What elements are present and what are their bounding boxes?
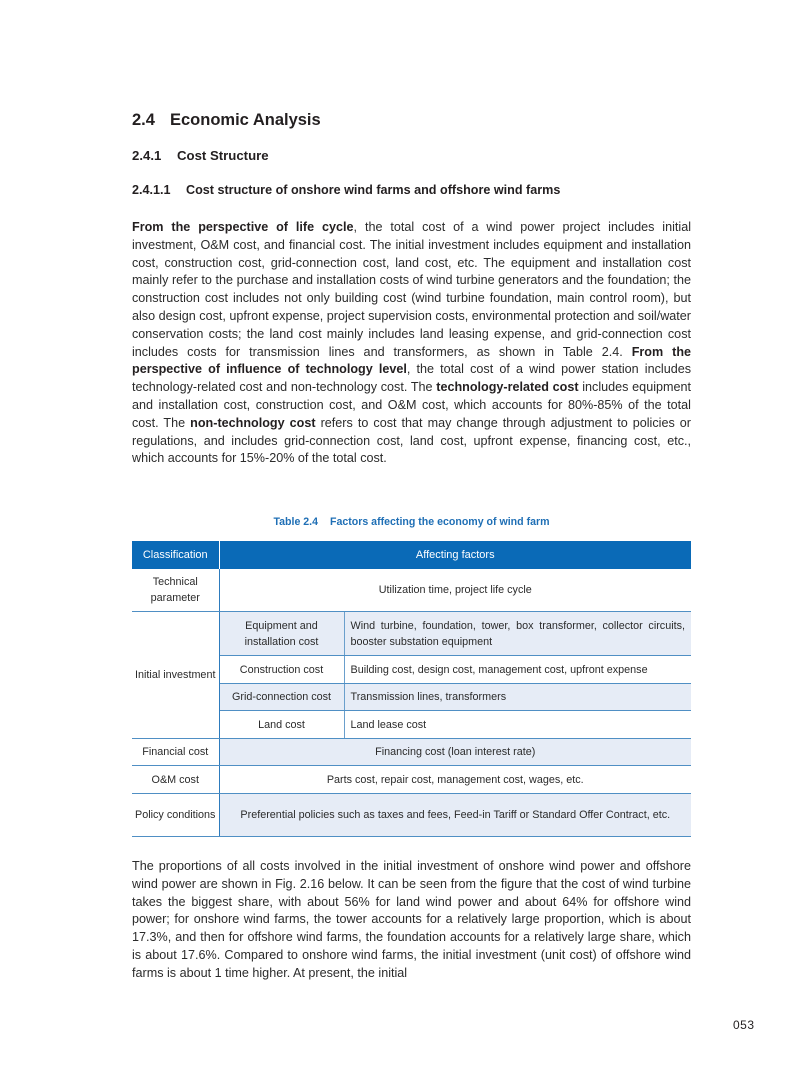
emphasis-technology-level: From the perspective of influence of technology level	[132, 344, 692, 377]
classification-cell: Policy conditions	[132, 794, 219, 837]
page-number: 053	[733, 1018, 755, 1032]
table-row	[132, 794, 691, 837]
subcategory-cell: Land cost	[219, 711, 344, 739]
subcategory-cell: Construction cost	[219, 656, 344, 684]
section-number: 2.4	[132, 111, 155, 129]
subsubsection-number: 2.4.1.1	[132, 183, 171, 197]
body-paragraph-initial-investment: The proportions of all costs involved in the initial investment of onshore wind power and offshore wind power are shown in Fig. 2.16 below. It can be seen from the figure that the cost of wind turbine takes the biggest share, with about 56% for land wind power and about 64% for offshore wind power; for onshore wind farms, the tower accounts for a relatively large proportion, which is about 17.3%, and then for offshore wind farms, the foundation accounts for a relatively large share, which is about 17.6%. Compared to onshore wind farms, the initial investment (unit cost) of offshore wind farms is about 1 time higher. At present, the initial	[132, 859, 691, 980]
classification-cell: Financial cost	[132, 739, 219, 766]
factors-cell: Land lease cost	[344, 711, 691, 739]
classification-cell: Technical parameter	[132, 569, 219, 612]
table-caption-title: Factors affecting the economy of wind farm	[329, 516, 550, 528]
table-caption-number: Table 2.4	[273, 516, 319, 528]
factors-cell: Parts cost, repair cost, management cost, wages, etc.	[219, 766, 691, 794]
factors-cell: Financing cost (loan interest rate)	[219, 739, 691, 766]
classification-cell: Initial investment	[132, 612, 219, 739]
emphasis-non-technology-cost: non-technology cost	[190, 415, 316, 430]
emphasis-life-cycle: From the perspective of life cycle	[132, 220, 354, 234]
header-affecting-factors: Affecting factors	[219, 541, 691, 569]
subcategory-cell: Equipment and installation cost	[219, 612, 344, 656]
table-row	[132, 569, 691, 612]
table-caption	[132, 516, 691, 528]
factors-cell: Preferential policies such as taxes and fees, Feed-in Tariff or Standard Offer Contract, etc.	[219, 794, 691, 837]
subsection-title: Cost Structure	[177, 148, 269, 163]
emphasis-technology-related-cost: technology-related cost	[436, 380, 579, 395]
table-row	[132, 739, 691, 766]
subsection-heading	[132, 148, 269, 163]
table-row	[132, 612, 691, 656]
paragraph-text: includes equipment and installation cost, construction cost, and O&M cost, which accounts for 80%-85% of the total cost. The	[132, 380, 691, 430]
section-heading	[132, 111, 321, 130]
factors-cell: Utilization time, project life cycle	[219, 569, 691, 612]
factors-table	[132, 541, 691, 837]
table-row	[132, 766, 691, 794]
paragraph-text: , the total cost of a wind power project includes initial investment, O&M cost, and financial cost. The initial investment includes equipment and installation cost, construction cost, grid-connection cost, land cost, etc. The equipment and installation cost mainly refer to the purchase and installation costs of wind turbine generators and the foundation; the construction cost includes not only building cost (wind turbine foundation, main control room), but also design cost, upfront expense, project supervision costs, environmental protection and soil/water conservation costs; the land cost mainly includes land leasing expense, and grid-connection cost includes costs for transmission lines and transformers, as shown in Table 2.4.	[132, 220, 691, 359]
subsubsection-title: Cost structure of onshore wind farms and offshore wind farms	[186, 183, 561, 197]
factors-cell: Building cost, design cost, management cost, upfront expense	[344, 656, 691, 684]
section-title: Economic Analysis	[170, 111, 321, 129]
factors-cell: Transmission lines, transformers	[344, 684, 691, 711]
paragraph-text: , the total cost of a wind power station includes technology-related cost and non-technology cost. The	[132, 362, 692, 395]
subcategory-cell: Grid-connection cost	[219, 684, 344, 711]
classification-cell: O&M cost	[132, 766, 219, 794]
body-paragraph-cost-overview	[132, 219, 691, 468]
factors-cell: Wind turbine, foundation, tower, box transformer, collector circuits, booster substation equipment	[344, 612, 691, 656]
header-classification: Classification	[132, 541, 219, 569]
subsection-number: 2.4.1	[132, 148, 162, 163]
table-header-row	[132, 541, 691, 569]
subsubsection-heading	[132, 183, 560, 197]
paragraph-text: refers to cost that may change through adjustment to policies or regulations, and includes grid-connection cost, land cost, upfront expense, financing cost, etc., which accounts for 15%-20% of the total cost.	[132, 415, 691, 466]
